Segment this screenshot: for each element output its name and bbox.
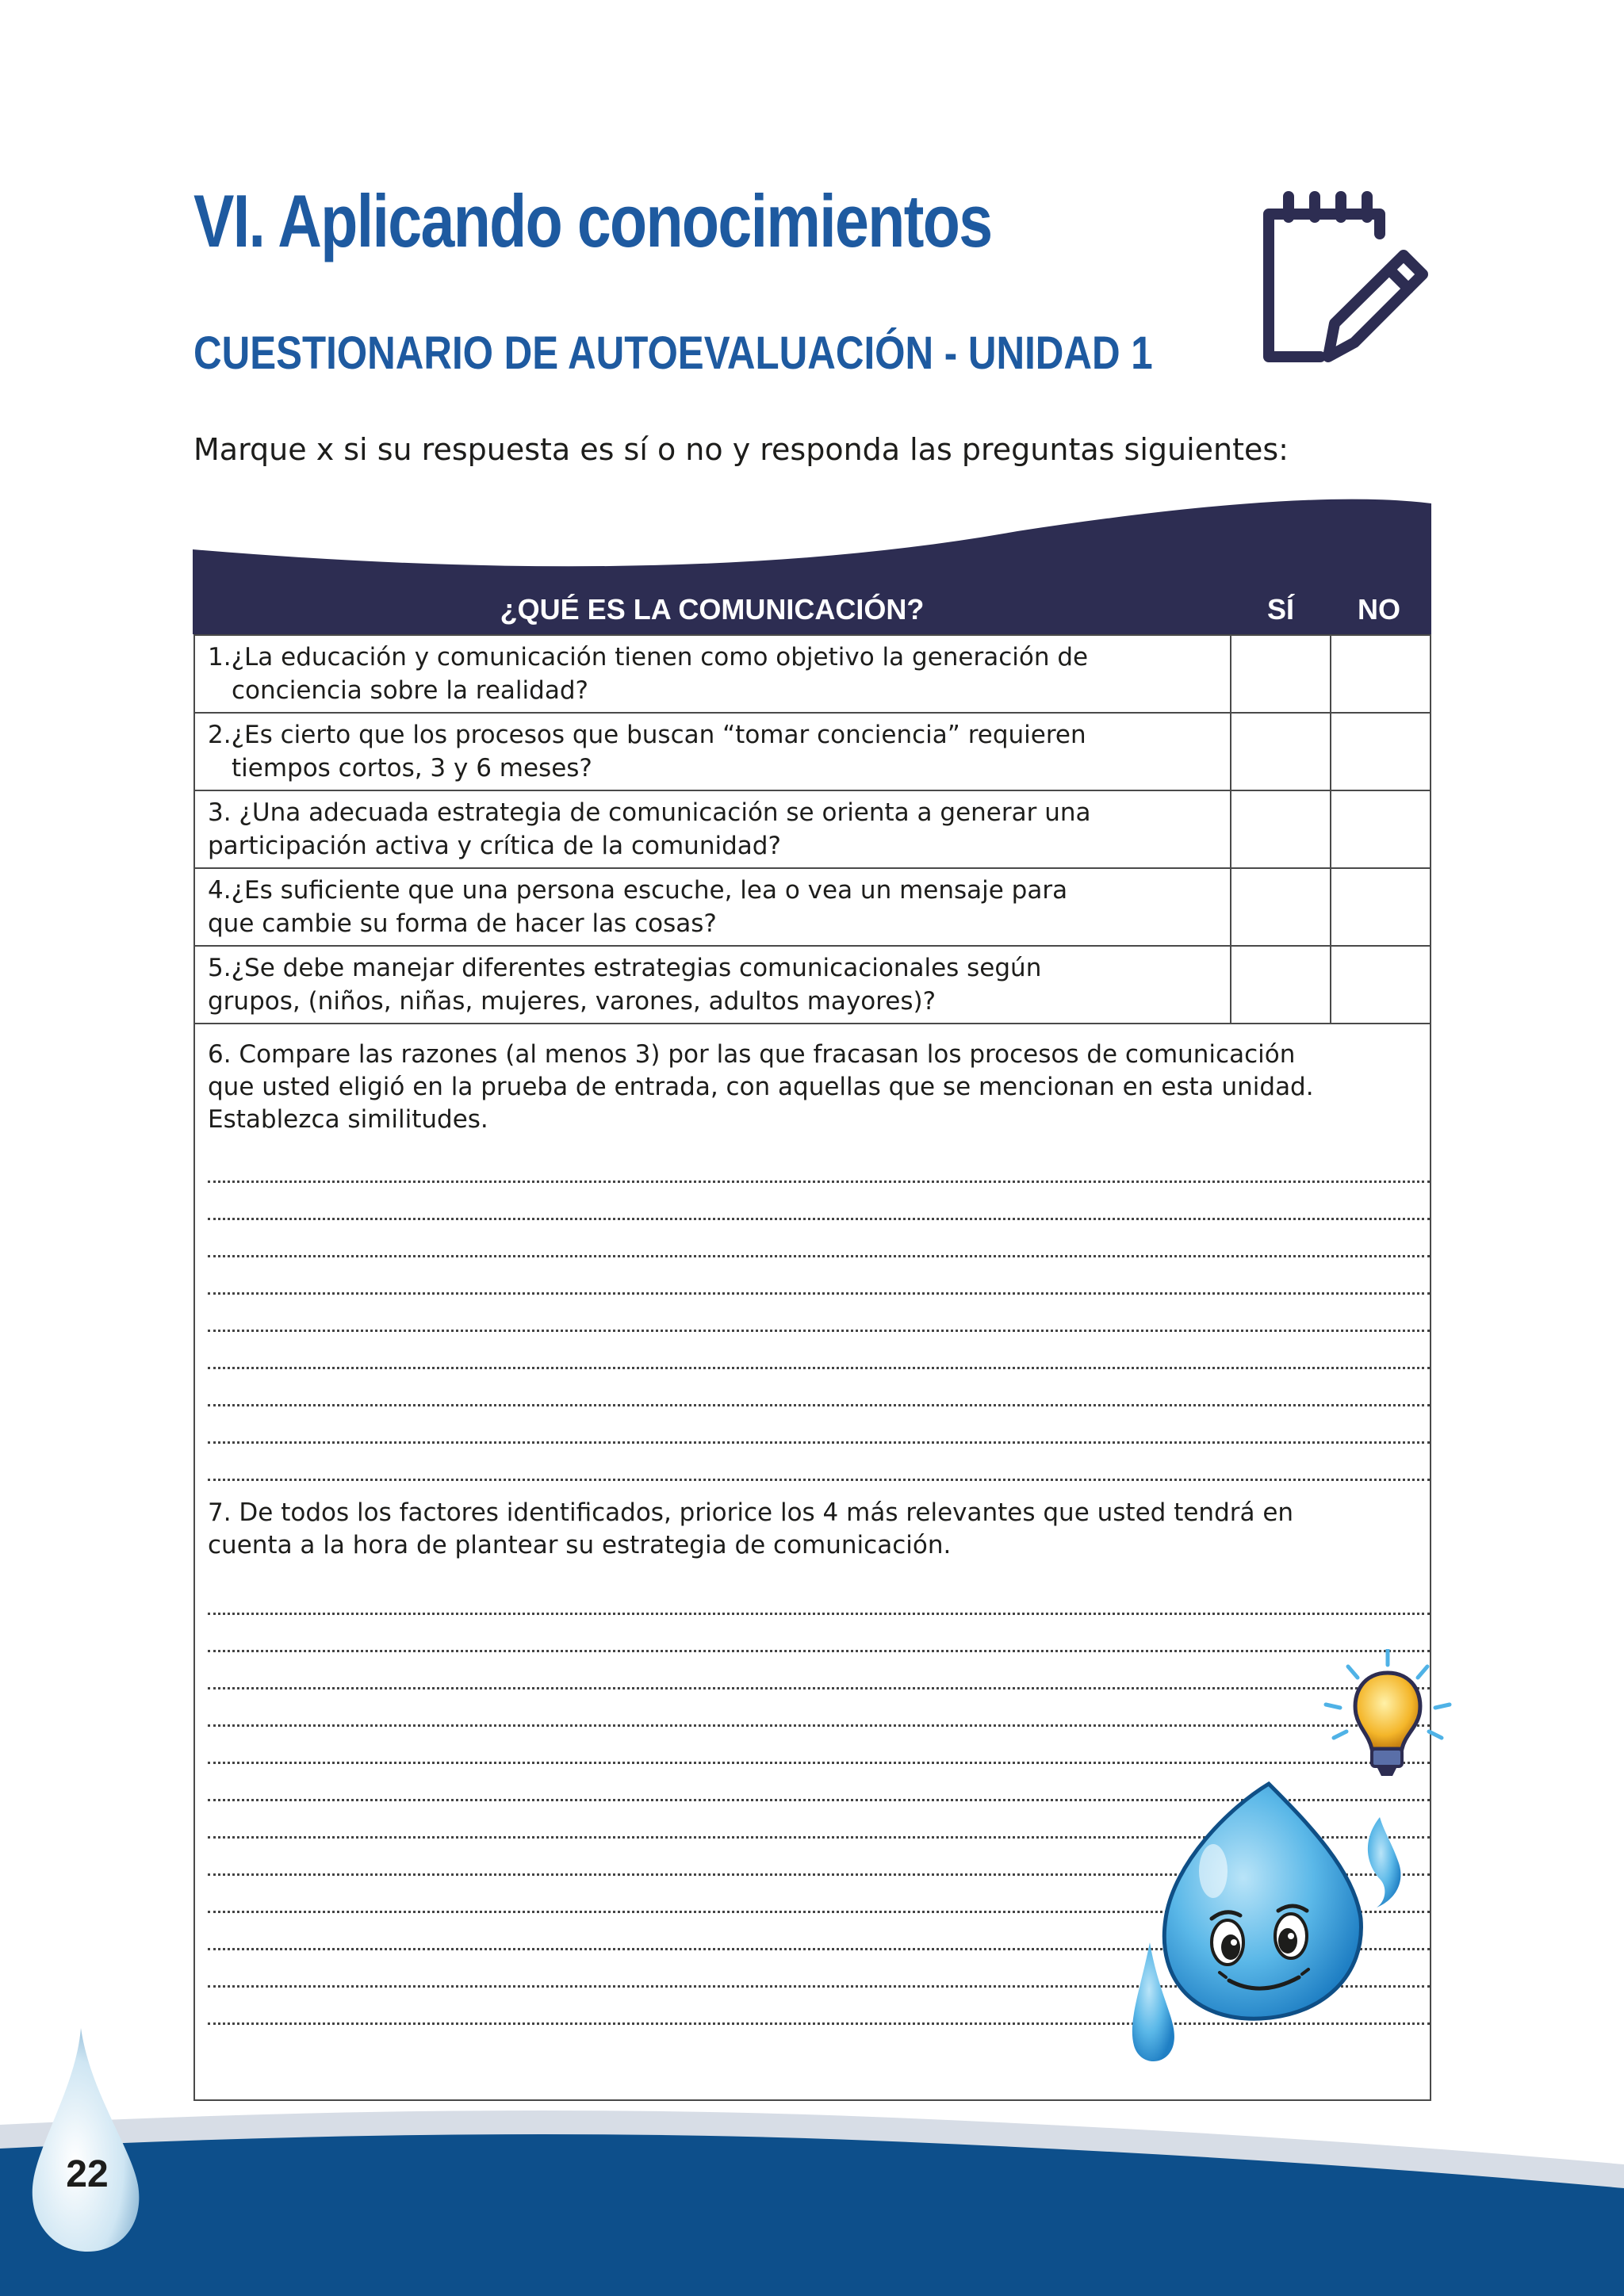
question-row-5 <box>195 945 1430 1023</box>
question-line: 4.¿Es suficiente que una persona escuche, lea o vea un mensaje para <box>208 876 1068 905</box>
question-text <box>195 714 1231 790</box>
answer-line[interactable] <box>208 1295 1430 1332</box>
open-question-6 <box>195 1023 1430 1481</box>
yes-checkbox-cell[interactable] <box>1231 636 1331 712</box>
question-line: conciencia sobre la realidad? <box>232 676 588 705</box>
question-line: 3. ¿Una adecuada estrategia de comunicación se orienta a generar una <box>208 798 1091 827</box>
question-row-3 <box>195 790 1430 867</box>
question-line: Establezca similitudes. <box>208 1105 488 1134</box>
answer-area-6[interactable] <box>208 1146 1417 1481</box>
page-title: VI. Aplicando conocimientos <box>193 179 992 262</box>
page-number: 22 <box>66 2153 109 2195</box>
question-line: 6. Compare las razones (al menos 3) por las que fracasan los procesos de comunicación <box>208 1040 1296 1069</box>
question-line: 1.¿La educación y comunicación tienen como objetivo la generación de <box>208 643 1089 672</box>
answer-line[interactable] <box>208 1332 1430 1369</box>
questionnaire-subtitle: CUESTIONARIO DE AUTOEVALUACIÓN - UNIDAD 1 <box>193 327 1153 379</box>
question-line: cuenta a la hora de plantear su estrategia de comunicación. <box>208 1531 952 1559</box>
yes-column-header: SÍ <box>1266 593 1294 626</box>
question-text <box>195 791 1231 867</box>
answer-line[interactable] <box>208 1615 1430 1652</box>
question-row-1 <box>195 634 1430 712</box>
no-column-header: NO <box>1358 593 1400 626</box>
no-checkbox-cell[interactable] <box>1331 714 1430 790</box>
no-checkbox-cell[interactable] <box>1331 791 1430 867</box>
table-header <box>193 496 1431 634</box>
question-text <box>195 636 1231 712</box>
question-line: tiempos cortos, 3 y 6 meses? <box>232 754 592 783</box>
question-line: 5.¿Se debe manejar diferentes estrategias comunicacionales según <box>208 954 1042 982</box>
yes-checkbox-cell[interactable] <box>1231 791 1331 867</box>
notepad-pencil-icon <box>1253 190 1435 373</box>
answer-line[interactable] <box>208 1183 1430 1220</box>
question-line: que cambie su forma de hacer las cosas? <box>208 909 717 938</box>
question-row-2 <box>195 712 1430 790</box>
footer-wave <box>0 2093 1624 2296</box>
answer-line[interactable] <box>208 1146 1430 1183</box>
question-row-4 <box>195 867 1430 945</box>
page-drop-icon <box>24 2022 151 2260</box>
yes-checkbox-cell[interactable] <box>1231 869 1331 945</box>
question-line: participación activa y crítica de la comunidad? <box>208 832 781 860</box>
answer-line[interactable] <box>208 1369 1430 1406</box>
lightbulb-icon <box>1326 1649 1450 1776</box>
question-line: grupos, (niños, niñas, mujeres, varones, adultos mayores)? <box>208 987 936 1016</box>
question-line: 2.¿Es cierto que los procesos que buscan “tomar conciencia” requieren <box>208 721 1086 749</box>
answer-line[interactable] <box>208 1220 1430 1257</box>
question-text <box>195 947 1231 1023</box>
answer-line[interactable] <box>208 1444 1430 1481</box>
question-line: 7. De todos los factores identificados, priorice los 4 más relevantes que usted tendrá en <box>208 1498 1294 1527</box>
question-line: que usted eligió en la prueba de entrada, con aquellas que se mencionan en esta unidad. <box>208 1073 1314 1101</box>
no-checkbox-cell[interactable] <box>1331 947 1430 1023</box>
instruction-text: Marque x si su respuesta es sí o no y responda las preguntas siguientes: <box>193 432 1289 467</box>
question-text <box>195 869 1231 945</box>
answer-line[interactable] <box>208 1257 1430 1295</box>
water-drop-mascot <box>1110 1649 1475 2125</box>
answer-line[interactable] <box>208 1406 1430 1444</box>
yes-checkbox-cell[interactable] <box>1231 714 1331 790</box>
answer-line[interactable] <box>208 1578 1430 1615</box>
no-checkbox-cell[interactable] <box>1331 636 1430 712</box>
yes-checkbox-cell[interactable] <box>1231 947 1331 1023</box>
table-header-title: ¿QUÉ ES LA COMUNICACIÓN? <box>500 593 925 626</box>
no-checkbox-cell[interactable] <box>1331 869 1430 945</box>
